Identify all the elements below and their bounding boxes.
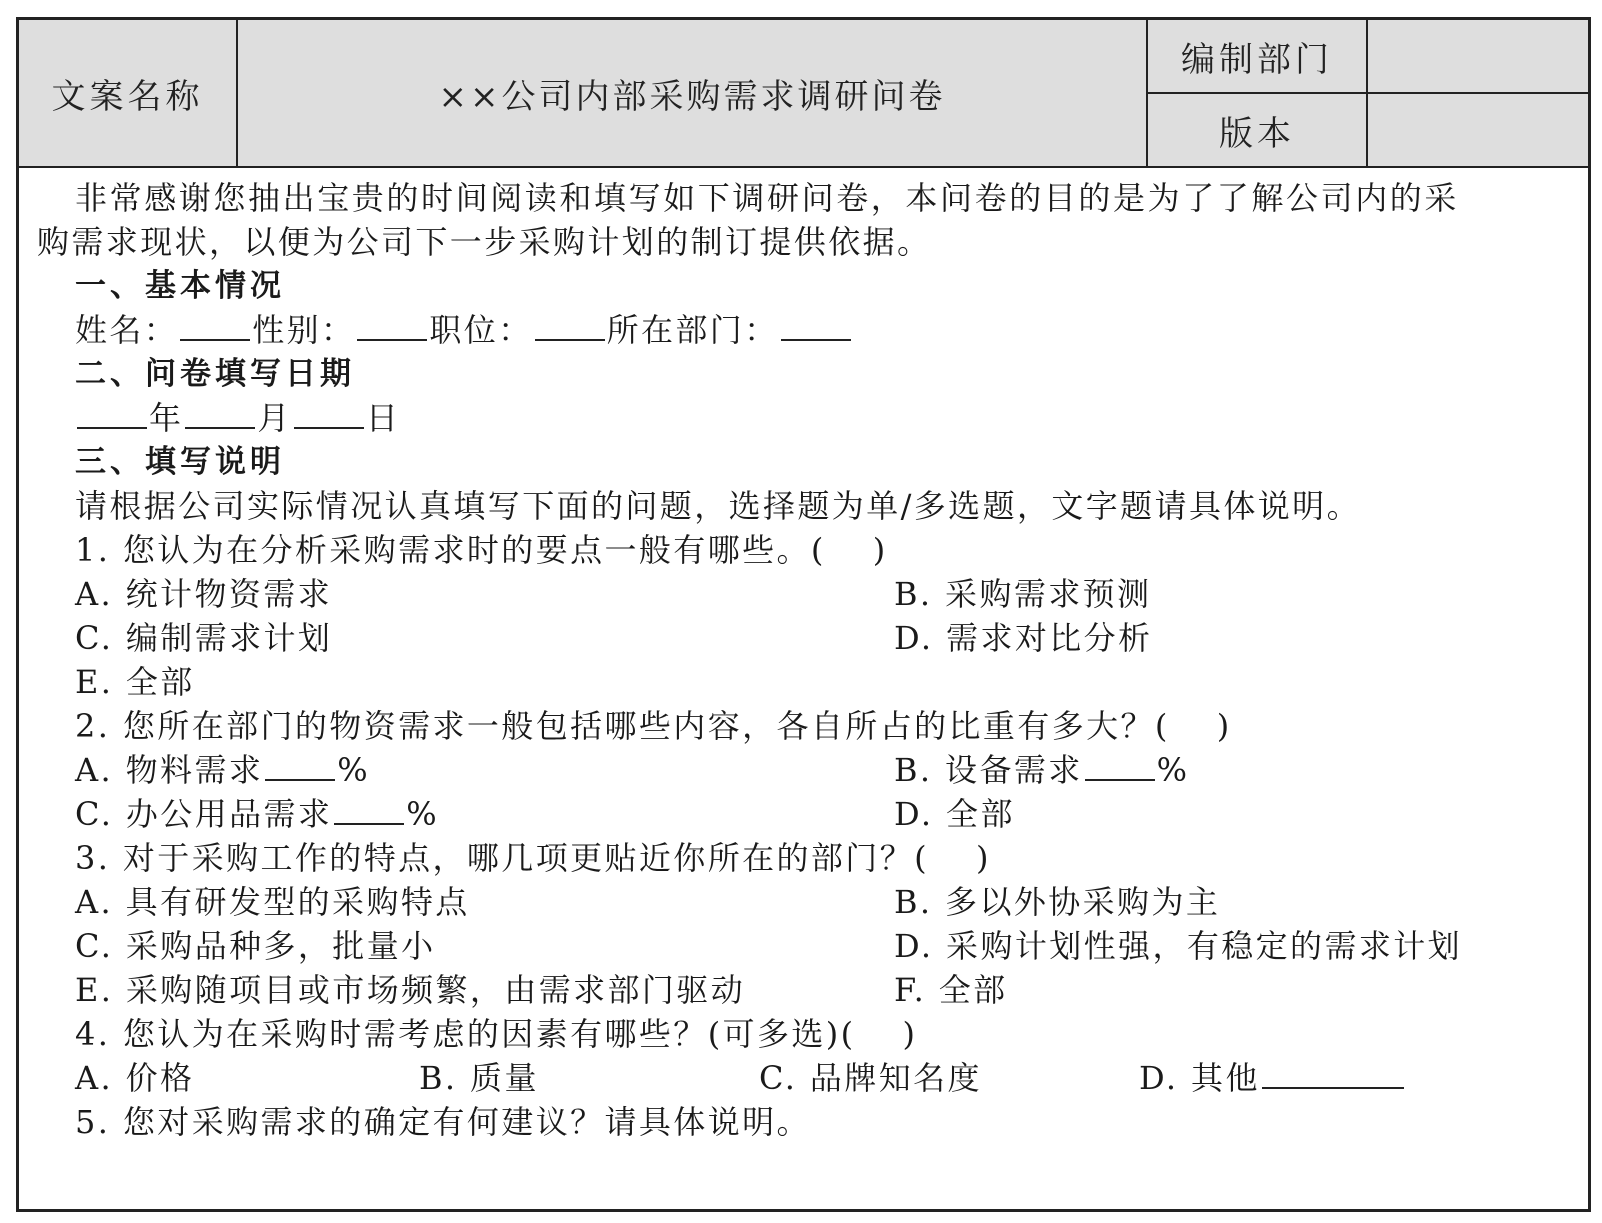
q3-option-e[interactable]: E. 采购随项目或市场频繁，由需求部门驱动	[75, 971, 746, 1009]
basic-info-fields	[75, 308, 853, 352]
q1-option-b[interactable]: B. 采购需求预测	[894, 575, 1152, 613]
q3-option-f[interactable]: F. 全部	[894, 971, 1008, 1009]
question-5: 5. 您对采购需求的确定有何建议？请具体说明。	[75, 1103, 811, 1141]
q2-option-a[interactable]	[75, 748, 370, 792]
name-blank[interactable]	[180, 309, 250, 341]
year-label: 年	[149, 399, 184, 437]
section-3-heading: 三、填写说明	[75, 444, 285, 480]
question-1: 1. 您认为在分析采购需求时的要点一般有哪些。( )	[75, 531, 888, 569]
q2-option-c-label: C. 办公用品需求	[75, 795, 333, 833]
section-2-heading: 二、问卷填写日期	[75, 356, 355, 392]
q2-option-b-label: B. 设备需求	[894, 751, 1083, 789]
q2-a-percent-blank[interactable]	[265, 749, 335, 781]
day-label: 日	[365, 399, 401, 437]
percent-sign: %	[406, 795, 440, 833]
month-blank[interactable]	[185, 397, 255, 429]
q4-option-b[interactable]: B. 质量	[419, 1059, 539, 1097]
q2-option-b[interactable]	[894, 748, 1189, 792]
q1-option-e[interactable]: E. 全部	[75, 663, 195, 701]
name-label: 姓名：	[75, 311, 179, 349]
q3-option-a[interactable]: A. 具有研发型的采购特点	[75, 883, 470, 921]
q4-option-c[interactable]: C. 品牌知名度	[759, 1059, 982, 1097]
day-blank[interactable]	[294, 397, 364, 429]
q2-option-a-label: A. 物料需求	[75, 751, 264, 789]
gender-label: 性别：	[252, 311, 356, 349]
q3-option-d[interactable]: D. 采购计划性强，有稳定的需求计划	[894, 927, 1463, 965]
q1-option-c[interactable]: C. 编制需求计划	[75, 619, 333, 657]
intro-line-1: 非常感谢您抽出宝贵的时间阅读和填写如下调研问卷，本问卷的目的是为了了解公司内的采	[75, 179, 1460, 217]
percent-sign: %	[1156, 751, 1190, 789]
dept-label: 编制部门	[1181, 39, 1333, 80]
q2-b-percent-blank[interactable]	[1085, 749, 1155, 781]
form-header	[19, 20, 1588, 168]
q3-option-c[interactable]: C. 采购品种多，批量小	[75, 927, 436, 965]
q4-other-blank[interactable]	[1262, 1057, 1404, 1089]
questionnaire-form	[16, 17, 1591, 1212]
version-value-cell[interactable]	[1368, 94, 1591, 166]
intro-line-2: 购需求现状，以便为公司下一步采购计划的制订提供依据。	[37, 223, 932, 261]
doc-name-label: 文案名称	[51, 76, 204, 117]
instruction-text: 请根据公司实际情况认真填写下面的问题，选择题为单/多选题，文字题请具体说明。	[75, 487, 1361, 525]
department-label: 所在部门：	[606, 311, 779, 349]
q2-c-percent-blank[interactable]	[334, 793, 404, 825]
version-label: 版本	[1219, 113, 1295, 154]
dept-value-cell[interactable]	[1368, 20, 1591, 92]
q4-option-a[interactable]: A. 价格	[75, 1059, 195, 1097]
question-2: 2. 您所在部门的物资需求一般包括哪些内容，各自所占的比重有多大？( )	[75, 707, 1232, 745]
position-label: 职位：	[429, 311, 533, 349]
department-blank[interactable]	[781, 309, 851, 341]
q1-option-a[interactable]: A. 统计物资需求	[75, 575, 333, 613]
q3-option-b[interactable]: B. 多以外协采购为主	[894, 883, 1221, 921]
month-label: 月	[257, 399, 292, 437]
q1-option-d[interactable]: D. 需求对比分析	[894, 619, 1153, 657]
year-blank[interactable]	[77, 397, 147, 429]
question-4: 4. 您认为在采购时需考虑的因素有哪些？(可多选)( )	[75, 1015, 918, 1053]
section-1-heading: 一、基本情况	[75, 268, 285, 304]
question-3: 3. 对于采购工作的特点，哪几项更贴近你所在的部门？( )	[75, 839, 991, 877]
doc-title: ××公司内部采购需求调研问卷	[438, 76, 946, 117]
q4-option-d[interactable]	[1139, 1056, 1406, 1100]
percent-sign: %	[337, 751, 371, 789]
q2-option-c[interactable]	[75, 792, 439, 836]
q2-option-d[interactable]: D. 全部	[894, 795, 1015, 833]
q4-option-d-label: D. 其他	[1139, 1059, 1260, 1097]
date-fields	[75, 396, 400, 440]
gender-blank[interactable]	[357, 309, 427, 341]
position-blank[interactable]	[535, 309, 605, 341]
